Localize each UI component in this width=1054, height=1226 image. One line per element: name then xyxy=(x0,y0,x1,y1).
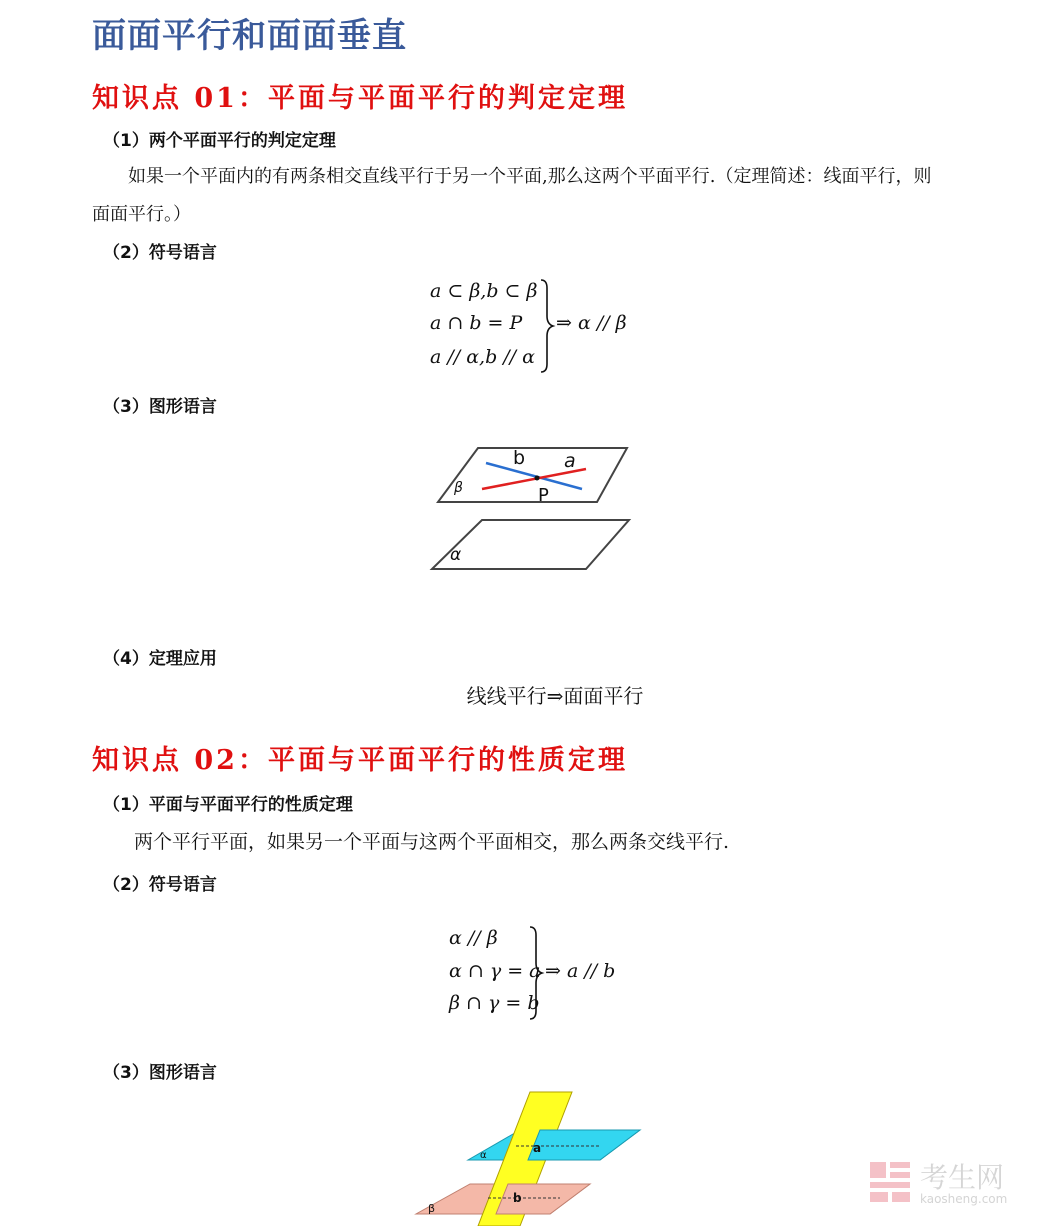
kp2-symbol-line1: α // β xyxy=(449,927,498,949)
watermark-text: 考生网 xyxy=(920,1161,1005,1194)
kp2-symbol-line2: α ∩ γ = a xyxy=(449,960,541,982)
fig1-label-p: P xyxy=(538,485,549,506)
fig1-label-b: b xyxy=(513,447,526,469)
kp1-symbol-conclusion: ⇒ α // β xyxy=(556,312,627,334)
fig2-label-beta: β xyxy=(428,1202,436,1215)
kp1-symbol-line1: a ⊂ β,b ⊂ β xyxy=(430,280,538,302)
kp1-application: 线线平行⇒面面平行 xyxy=(466,684,644,708)
kp2-symbol-conclusion: ⇒ a // b xyxy=(545,960,616,982)
watermark-logo-icon xyxy=(868,1158,914,1204)
kp1-theorem-text-line1: 如果一个平面内的有两条相交直线平行于另一个平面,那么这两个平面平行.（定理简述：线面平行，则 xyxy=(128,166,932,187)
plane-alpha xyxy=(432,520,629,569)
page-title: 面面平行和面面垂直 xyxy=(92,16,407,56)
kp1-theorem-text-line2: 面面平行。） xyxy=(92,204,191,225)
kp2-subheading-2: （2）符号语言 xyxy=(103,875,217,895)
kp2-symbol-line3: β ∩ γ = b xyxy=(449,992,540,1014)
fig2-label-alpha: α xyxy=(480,1150,487,1161)
kp1-title: 知识点 01：平面与平面平行的判定定理 xyxy=(92,83,628,114)
fig1-label-alpha: α xyxy=(450,545,462,565)
kp2-subheading-1: （1）平面与平面平行的性质定理 xyxy=(103,795,353,815)
watermark-subtext: kaosheng.com xyxy=(920,1192,1008,1206)
fig1-label-beta: β xyxy=(454,480,463,496)
kp1-subheading-2: （2）符号语言 xyxy=(103,243,217,263)
kp1-symbol-line3: a // α,b // α xyxy=(430,346,535,368)
fig2-label-a: a xyxy=(533,1141,542,1155)
kp2-figure xyxy=(400,1086,660,1226)
watermark xyxy=(868,1158,914,1208)
fig1-label-a: a xyxy=(564,450,576,472)
kp1-subheading-1: （1）两个平面平行的判定定理 xyxy=(103,131,336,151)
kp2-brace xyxy=(527,925,547,1021)
kp1-figure xyxy=(420,438,640,580)
kp1-subheading-4: （4）定理应用 xyxy=(103,649,217,669)
kp2-title: 知识点 02：平面与平面平行的性质定理 xyxy=(92,745,628,776)
kp1-brace xyxy=(538,278,558,374)
kp2-subheading-3: （3）图形语言 xyxy=(103,1063,217,1083)
kp1-subheading-3: （3）图形语言 xyxy=(103,397,217,417)
fig2-label-b: b xyxy=(513,1191,522,1205)
kp2-theorem-text: 两个平行平面，如果另一个平面与这两个平面相交，那么两条交线平行. xyxy=(134,831,730,853)
point-p xyxy=(535,476,540,481)
kp1-symbol-line2: a ∩ b = P xyxy=(430,312,523,334)
